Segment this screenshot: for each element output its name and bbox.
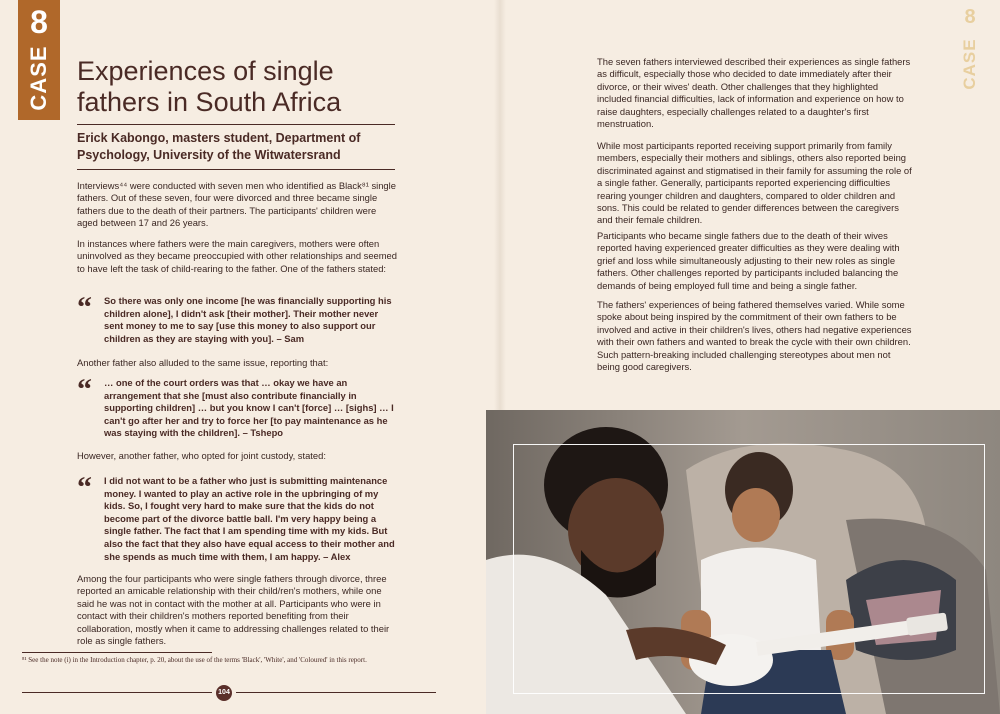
quote-mark-icon: “ [77, 373, 92, 406]
case-number: 8 [30, 4, 48, 40]
case-label: CASE [26, 45, 51, 111]
transition-paragraph: Another father also alluded to the same issue, reporting that: [77, 357, 329, 368]
findings-paragraph-1: The seven fathers interviewed described their experiences as single fathers as difficult, especially those who decided to date immediately after their divorce, or their wives' death. Other challenges that they highlighted included financial difficulties, lack of information and experience on how to raise daughters, especially challenges related to a daughter's first menstruation. [597, 56, 911, 130]
footnote-divider [22, 652, 212, 653]
case-tab [18, 0, 60, 120]
author-divider [77, 169, 395, 170]
title-divider [77, 124, 395, 125]
transition-paragraph-2: However, another father, who opted for joint custody, stated: [77, 450, 326, 461]
findings-paragraph-4: The fathers' experiences of being fathered themselves varied. While some spoke about being inspired by the commitment of their own fathers to be involved and active in their children's lives, others had negative experiences with their own fathers and wanted to break the cycle with their own children. Such pattern-breaking included challenging stereotypes about men not being good caregivers. [597, 299, 912, 373]
findings-paragraph-3: Participants who became single fathers due to the death of their wives reported having experienced greater difficulties as they were dealing with grief and loss while simultaneously adjusting to their new roles as single fathers. Other challenges reported by participants included balancing the demands of being employed full time and being a single father. [597, 230, 900, 291]
photo-frame-border [513, 444, 985, 694]
context-paragraph: In instances where fathers were the main caregivers, mothers were often uninvolved as they became preoccupied with other relationships and seemed to have left the task of child-rearing to the father. One of the fathers stated: [77, 238, 397, 274]
quote-text: … one of the court orders was that … okay we have an arrangement that she [must also contribute financially in supporting children] … but you know I can't [force] … [sighs] … I can't go after her and try to force her [to pay maintenance as he was staying with the children]. – Tshepo [104, 377, 394, 439]
quote-mark-icon: “ [77, 291, 92, 324]
case-side-text: CASE [960, 38, 979, 90]
quote-sam [77, 291, 397, 347]
findings-paragraph-2: While most participants reported receiving support primarily from family members, especially their mothers and siblings, others also reported being discriminated against and stigmatised in their family for assuming the role of a single father. Generally, participants reported experiencing difficulties rearing younger children and daughters, compared to older children and sons. This could be related to gender differences between the caregivers and their female children. [597, 140, 912, 226]
quote-mark-icon: “ [77, 471, 92, 504]
page-title: Experiences of single fathers in South Africa [77, 56, 342, 117]
case-side-number: 8 [964, 6, 976, 28]
quote-tshepo [77, 373, 397, 441]
footer-rule-left [22, 692, 212, 693]
quote-alex [77, 471, 397, 565]
author-line: Erick Kabongo, masters student, Department of Psychology, University of the Witwatersrand [77, 131, 361, 162]
divorce-paragraph: Among the four participants who were single fathers through divorce, three reported an amicable relationship with their child/ren's mothers, while one said he was not in contact with the mother at all. Participants who were in contact with their children's mothers reported benefiting from their collaboration, mostly when it came to addressing challenges related to their role as single fathers. [77, 573, 390, 647]
footer-rule-right [236, 692, 436, 693]
case-side-label [957, 6, 983, 96]
page-number: 104 [216, 685, 232, 701]
intro-paragraph: Interviews⁴⁴ were conducted with seven men who identified as Black⁸¹ single fathers. Out of these seven, four were divorced and three became single fathers due to the death of their partners. The participants' children were aged between 17 and 26 years. [77, 180, 396, 229]
footnote: ⁸¹ See the note (i) in the Introduction chapter, p. 20, about the use of the terms 'Black', 'White', and 'Coloured' in this report. [22, 656, 367, 664]
quote-text: So there was only one income [he was financially supporting his children alone], I didn't ask [their mother]. Their mother never sent money to me to say [use this money to also support our children as they are staying with you]. – Sam [104, 295, 392, 344]
quote-text: I did not want to be a father who just is submitting maintenance money. I wanted to play an active role in the upbringing of my kids. So, I fought very hard to make sure that the kids do not become part of the divorce battle ball. I'm very happy being a single father. The fact that I am spending time with my kids. But also the fact that they also have equal access to their mother and she spends as much time with them, I am happy. – Alex [104, 475, 395, 562]
